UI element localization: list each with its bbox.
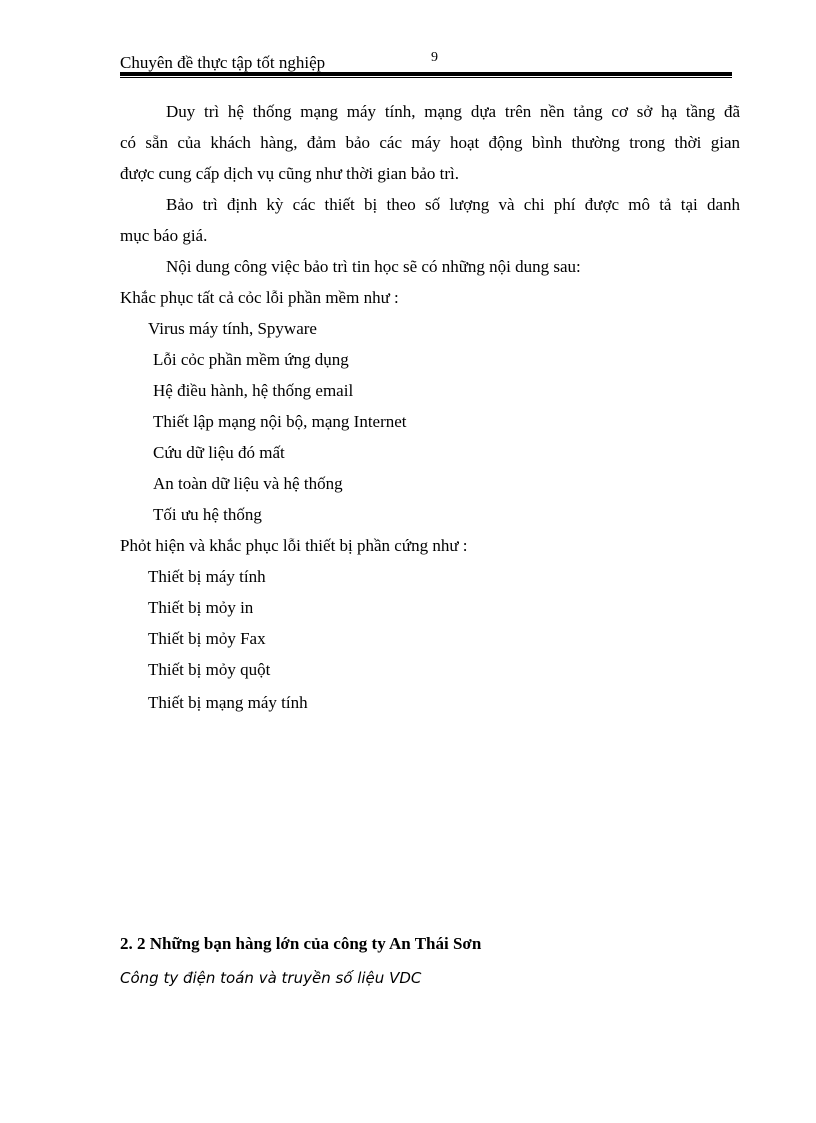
paragraph-1-line-2: có sẵn của khách hàng, đảm bảo các máy hoạt động bình thường trong thời gian <box>120 133 740 152</box>
hardware-list-item: Thiết bị mạng máy tính <box>148 693 308 712</box>
paragraph-1-line-3: được cung cấp dịch vụ cũng như thời gian bảo trì. <box>120 164 460 183</box>
hardware-list-item: Thiết bị mỏy quột <box>148 660 271 679</box>
software-list-intro: Khắc phục tất cả cỏc lỗi phần mềm như : <box>120 288 399 307</box>
header-rule-thin <box>120 77 732 78</box>
paragraph-2-line-1: Bảo trì định kỳ các thiết bị theo số lượng và chi phí được mô tả tại danh <box>166 195 740 214</box>
hardware-list-item: Thiết bị mỏy in <box>148 598 254 617</box>
header-title: Chuyên đề thực tập tốt nghiệp <box>120 53 326 72</box>
page-header <box>120 48 732 78</box>
hardware-list-item: Thiết bị mỏy Fax <box>148 629 266 648</box>
section-heading: 2. 2 Những bạn hàng lớn của công ty An Thái Sơn <box>120 934 482 953</box>
software-list-item: Tối ưu hệ thống <box>153 505 262 524</box>
software-list-item: Cứu dữ liệu đó mất <box>153 443 285 462</box>
paragraph-2-line-2: mục báo giá. <box>120 226 208 245</box>
software-list-item: Lỗi cỏc phần mềm ứng dụng <box>153 350 349 369</box>
section-subtitle: Công ty điện toán và truyền số liệu VDC <box>120 969 422 987</box>
page-number: 9 <box>431 50 438 65</box>
software-list-item: Virus máy tính, Spyware <box>148 319 317 338</box>
hardware-list-item: Thiết bị máy tính <box>148 567 266 586</box>
header-rule-thick <box>120 72 732 76</box>
paragraph-1-line-1: Duy trì hệ thống mạng máy tính, mạng dựa trên nền tảng cơ sở hạ tầng đã <box>166 102 740 121</box>
software-list-item: An toàn dữ liệu và hệ thống <box>153 474 343 493</box>
software-list-item: Hệ điều hành, hệ thống email <box>153 381 354 400</box>
software-list-item: Thiết lập mạng nội bộ, mạng Internet <box>153 412 407 431</box>
hardware-list-intro: Phỏt hiện và khắc phục lỗi thiết bị phần cứng như : <box>120 536 468 555</box>
paragraph-3-line-1: Nội dung công việc bảo trì tin học sẽ có những nội dung sau: <box>166 257 581 276</box>
